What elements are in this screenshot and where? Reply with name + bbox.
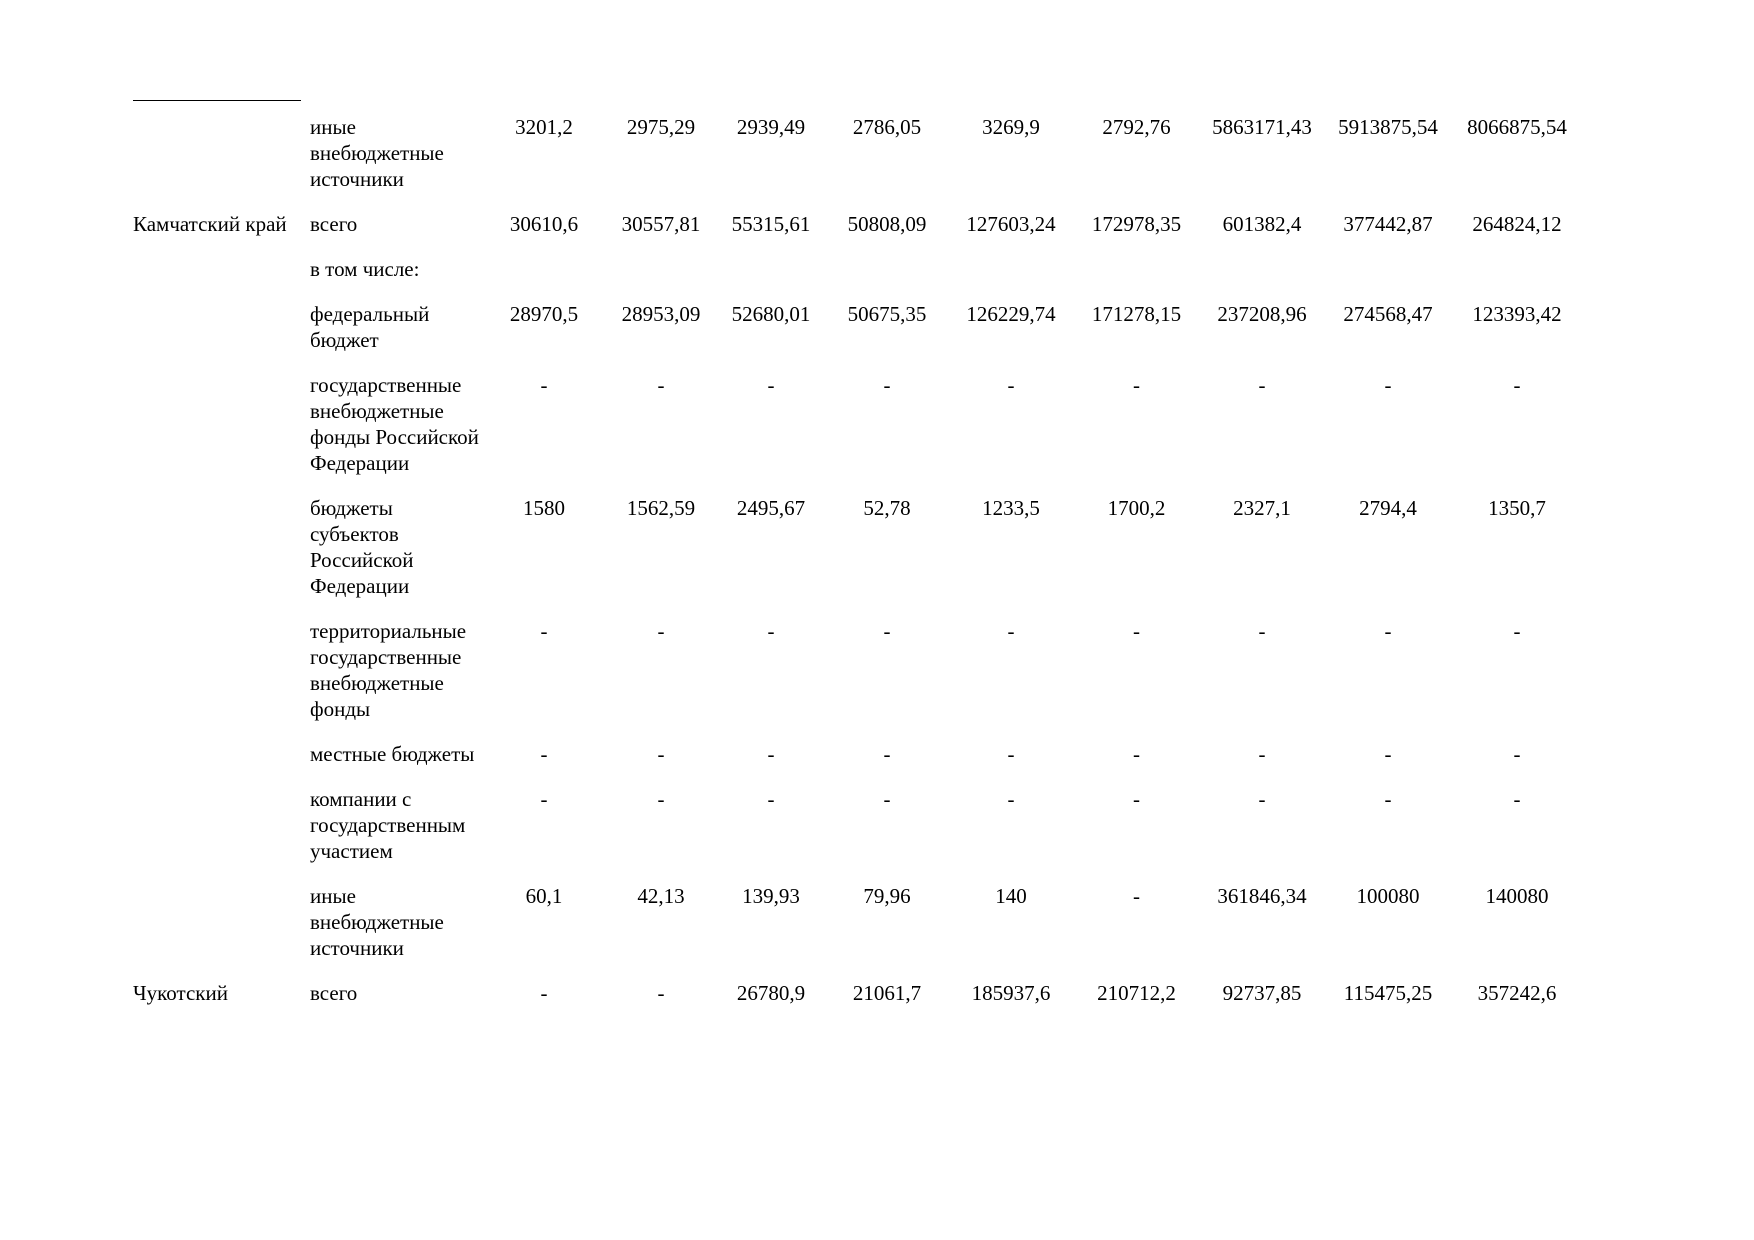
value-cell: 357242,6 (1477, 981, 1557, 1005)
value-cell: - (1384, 373, 1392, 397)
value-cell: 26780,9 (736, 981, 806, 1005)
category-cell: в том числе: (310, 257, 420, 281)
value-cell: 30557,81 (621, 212, 701, 236)
value-cell: 52680,01 (731, 302, 811, 326)
value-cell: 2792,76 (1102, 115, 1171, 139)
value-cell: 50808,09 (847, 212, 927, 236)
value-cell (1199, 256, 1325, 301)
value-cell: - (767, 619, 775, 643)
region-cell: Чукотский (133, 981, 228, 1005)
value-cell: 50675,35 (847, 302, 927, 326)
value-cell: 21061,7 (852, 981, 922, 1005)
value-cell: - (1133, 619, 1140, 643)
value-cell: - (540, 787, 548, 811)
value-cell: - (883, 787, 891, 811)
table-row (133, 211, 1583, 256)
value-cell: - (657, 373, 665, 397)
value-cell: - (540, 373, 548, 397)
value-cell: 79,96 (863, 884, 911, 908)
value-cell: 2786,05 (852, 115, 922, 139)
value-cell: - (767, 787, 775, 811)
value-cell: 140 (995, 884, 1027, 908)
value-cell: - (1258, 373, 1266, 397)
value-cell: 274568,47 (1343, 302, 1433, 326)
value-cell: - (540, 981, 548, 1005)
value-cell: 1350,7 (1488, 496, 1546, 520)
value-cell: - (883, 373, 891, 397)
value-cell: - (1513, 742, 1521, 766)
value-cell: - (1133, 787, 1140, 811)
region-cell: Камчатский край (133, 212, 287, 236)
value-cell: 1562,59 (626, 496, 696, 520)
value-cell: 55315,61 (731, 212, 811, 236)
table-row (133, 618, 1583, 741)
value-cell (716, 256, 826, 301)
value-cell: 8066875,54 (1467, 115, 1567, 139)
value-cell: - (1258, 787, 1266, 811)
value-cell: 2939,49 (736, 115, 806, 139)
value-cell: 2794,4 (1359, 496, 1417, 520)
region-cell (133, 741, 310, 786)
value-cell: 1233,5 (982, 496, 1040, 520)
category-cell: всего (310, 212, 358, 236)
value-cell: 60,1 (525, 884, 563, 908)
category-cell: местные бюджеты (310, 742, 475, 766)
value-cell: 1700,2 (1107, 496, 1166, 520)
budget-table (133, 114, 1583, 1025)
value-cell (826, 256, 948, 301)
value-cell: 3269,9 (982, 115, 1040, 139)
value-cell: - (1384, 619, 1392, 643)
value-cell: 28953,09 (621, 302, 701, 326)
value-cell: 172978,35 (1091, 212, 1182, 236)
region-cell (133, 114, 310, 211)
value-cell: - (1133, 373, 1140, 397)
table-row (133, 495, 1583, 618)
value-cell: 210712,2 (1097, 981, 1176, 1005)
region-cell (133, 256, 310, 301)
value-cell: 123393,42 (1472, 302, 1562, 326)
budget-table-body (133, 114, 1583, 1025)
value-cell: 377442,87 (1343, 212, 1433, 236)
value-cell: 361846,34 (1217, 884, 1307, 908)
region-cell (133, 883, 310, 980)
value-cell: 171278,15 (1091, 302, 1182, 326)
value-cell: - (657, 742, 665, 766)
value-cell: - (1384, 787, 1392, 811)
value-cell: - (1007, 742, 1015, 766)
value-cell: - (1007, 619, 1015, 643)
value-cell: - (1258, 742, 1266, 766)
value-cell: - (657, 787, 665, 811)
value-cell (1325, 256, 1451, 301)
category-cell: государственные внебюджетные фонды Российской Федерации (310, 373, 479, 475)
region-cell (133, 618, 310, 741)
value-cell: - (657, 619, 665, 643)
value-cell: 185937,6 (971, 981, 1051, 1005)
value-cell: - (1258, 619, 1266, 643)
value-cell: - (767, 373, 775, 397)
table-row (133, 114, 1583, 211)
value-cell: 139,93 (742, 884, 800, 908)
value-cell: - (1513, 373, 1521, 397)
category-cell: всего (310, 981, 358, 1005)
value-cell: 5913875,54 (1338, 115, 1438, 139)
table-row (133, 786, 1583, 883)
value-cell: - (767, 742, 775, 766)
table-row (133, 980, 1583, 1025)
value-cell: 30610,6 (509, 212, 579, 236)
value-cell: 42,13 (637, 884, 685, 908)
category-cell: федеральный бюджет (310, 302, 430, 352)
value-cell (1451, 256, 1583, 301)
value-cell: 127603,24 (966, 212, 1056, 236)
value-cell: - (1007, 373, 1015, 397)
value-cell: 264824,12 (1472, 212, 1562, 236)
value-cell: - (1133, 884, 1140, 908)
table-row (133, 372, 1583, 495)
value-cell: - (1007, 787, 1015, 811)
region-cell (133, 495, 310, 618)
value-cell: 2327,1 (1233, 496, 1291, 520)
value-cell: 52,78 (863, 496, 911, 520)
value-cell: - (883, 619, 891, 643)
value-cell: - (540, 619, 548, 643)
value-cell: 3201,2 (515, 115, 573, 139)
value-cell: 2495,67 (736, 496, 806, 520)
table-row (133, 741, 1583, 786)
value-cell: - (657, 981, 665, 1005)
value-cell: 601382,4 (1222, 212, 1302, 236)
category-cell: иные внебюджетные источники (310, 884, 444, 960)
category-cell: компании с государственным участием (310, 787, 466, 863)
value-cell: - (1133, 742, 1140, 766)
value-cell (482, 256, 606, 301)
value-cell: 2975,29 (626, 115, 696, 139)
table-row (133, 256, 1583, 301)
value-cell (1074, 256, 1199, 301)
value-cell: 126229,74 (966, 302, 1056, 326)
category-cell: территориальные государственные внебюджетные фонды (310, 619, 467, 721)
region-cell (133, 301, 310, 372)
value-cell: 1580 (523, 496, 565, 520)
category-cell: иные внебюджетные источники (310, 115, 444, 191)
region-cell (133, 786, 310, 883)
value-cell: 100080 (1356, 884, 1420, 908)
table-row (133, 301, 1583, 372)
table-row (133, 883, 1583, 980)
footnote-separator-line (133, 100, 301, 101)
value-cell: - (883, 742, 891, 766)
value-cell: - (1384, 742, 1392, 766)
value-cell: 5863171,43 (1212, 115, 1312, 139)
value-cell (606, 256, 716, 301)
value-cell: 237208,96 (1217, 302, 1307, 326)
value-cell: 115475,25 (1343, 981, 1433, 1005)
value-cell: 140080 (1485, 884, 1549, 908)
value-cell: 92737,85 (1222, 981, 1302, 1005)
value-cell: - (540, 742, 548, 766)
value-cell: - (1513, 787, 1521, 811)
value-cell: - (1513, 619, 1521, 643)
category-cell: бюджеты субъектов Российской Федерации (310, 496, 414, 598)
value-cell (948, 256, 1074, 301)
region-cell (133, 372, 310, 495)
value-cell: 28970,5 (509, 302, 579, 326)
